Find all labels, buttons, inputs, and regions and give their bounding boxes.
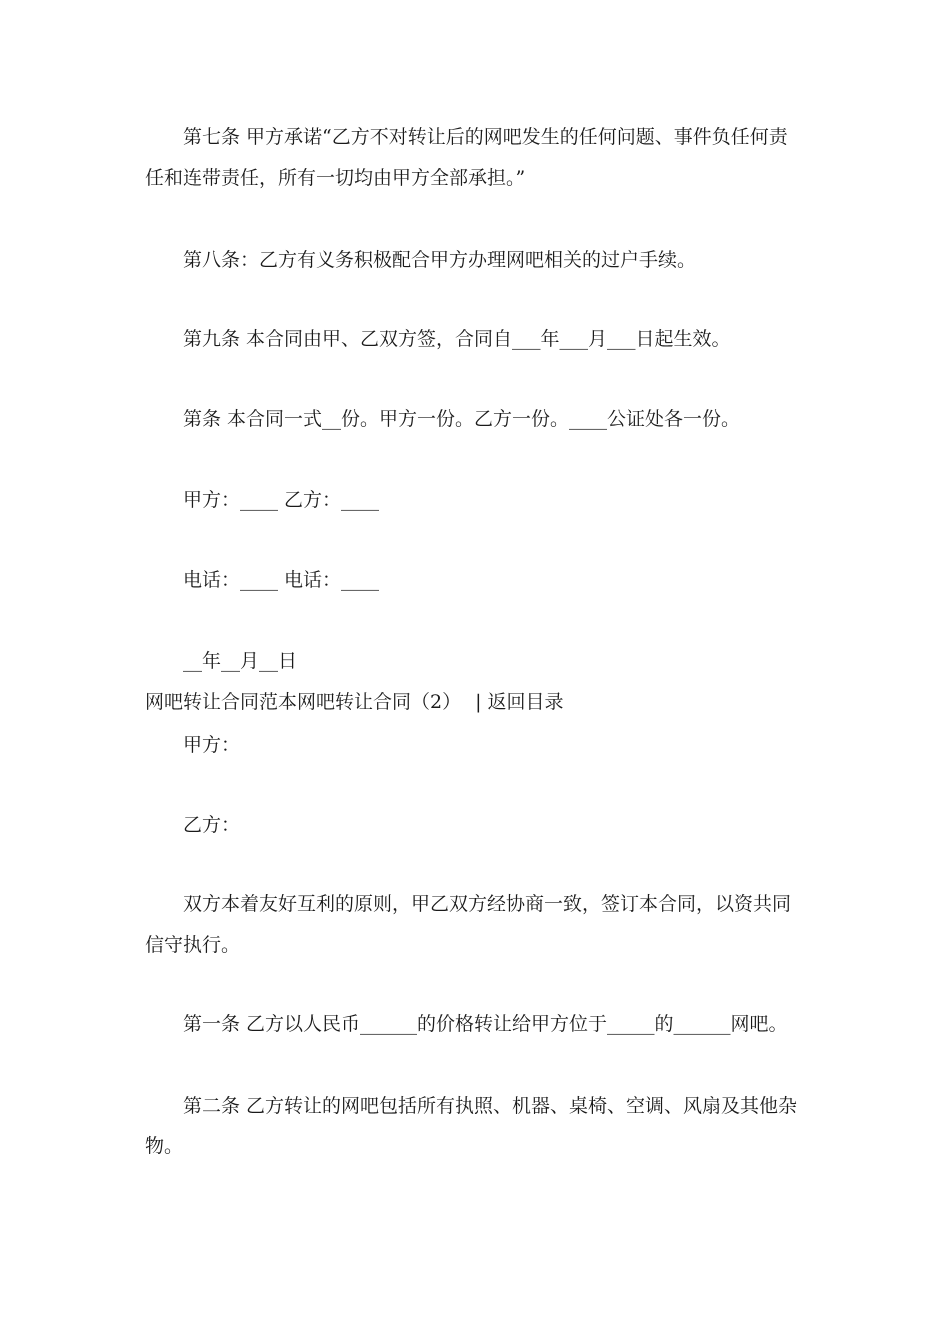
intro-line-1: 双方本着友好互利的原则，甲乙双方经协商一致，签订本合同，以资共同 — [183, 893, 792, 915]
signature-date: __年__月__日 — [183, 650, 298, 672]
article-7-line-1: 第七条 甲方承诺“乙方不对转让后的网吧发生的任何问题、事件负任何责 — [183, 126, 788, 148]
contract-2-article-2-line-1: 第二条 乙方转让的网吧包括所有执照、机器、桌椅、空调、风扇及其他杂 — [183, 1095, 798, 1117]
party-b-label: 乙方： — [183, 814, 241, 836]
article-9: 第九条 本合同由甲、乙双方签，合同自___年___月___日起生效。 — [183, 328, 731, 350]
signature-parties: 甲方：____ 乙方：____ — [183, 489, 380, 511]
intro-line-2: 信守执行。 — [145, 934, 241, 956]
contract-2-article-2-line-2: 物。 — [145, 1135, 184, 1157]
back-to-contents-link[interactable]: | 返回目录 — [475, 691, 564, 713]
article-7-line-2: 任和连带责任，所有一切均由甲方全部承担。” — [145, 167, 526, 189]
article-10: 第条 本合同一式__份。甲方一份。乙方一份。____公证处各一份。 — [183, 408, 741, 430]
contract-2-article-1: 第一条 乙方以人民币______的价格转让给甲方位于_____的______网吧。 — [183, 1013, 788, 1035]
article-8: 第八条：乙方有义务积极配合甲方办理网吧相关的过户手续。 — [183, 249, 697, 271]
party-a-label: 甲方： — [183, 734, 241, 756]
section-heading: 网吧转让合同范本网吧转让合同（2） — [145, 691, 462, 713]
signature-phones: 电话：____ 电话：____ — [183, 569, 380, 591]
section-heading-row — [145, 691, 564, 713]
